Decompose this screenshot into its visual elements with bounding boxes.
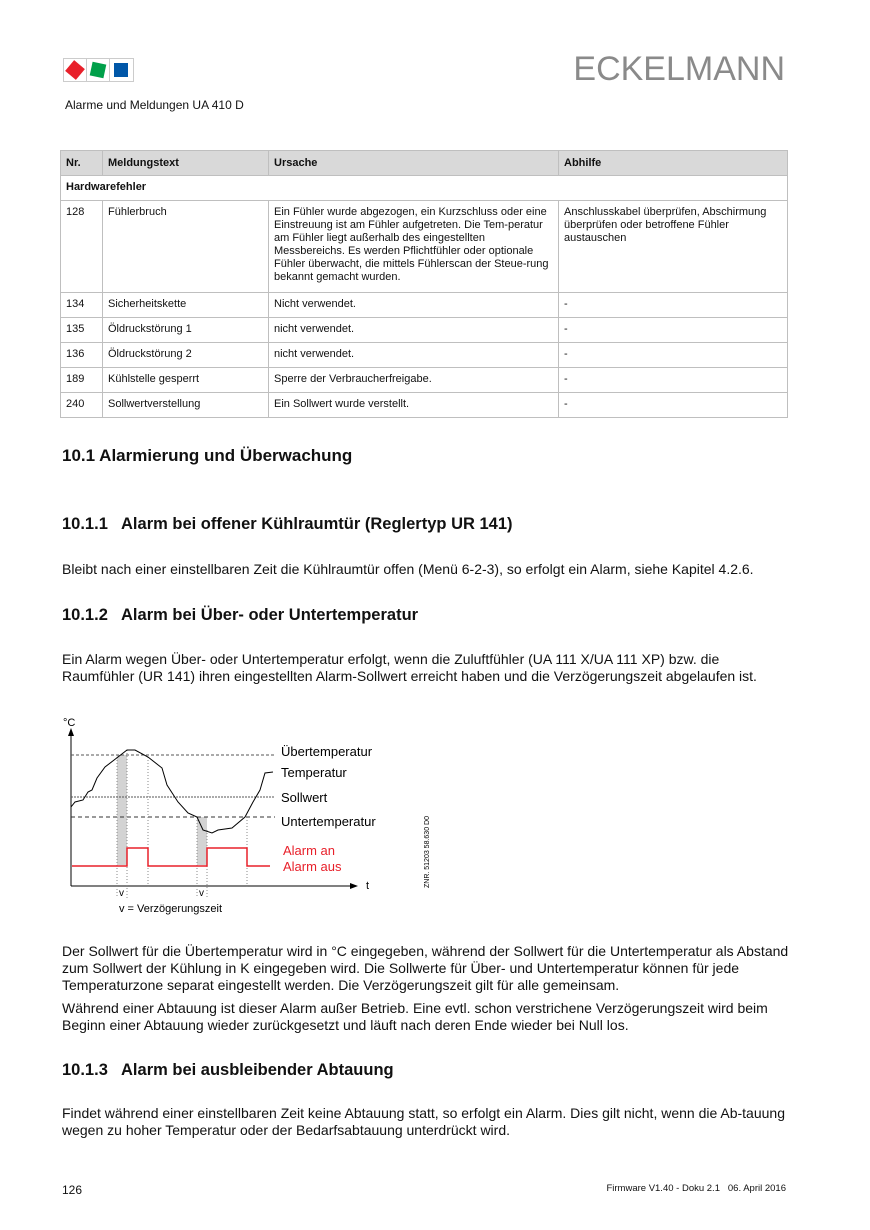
cell: -	[559, 293, 788, 318]
label-setpoint: Sollwert	[281, 790, 328, 805]
document-title: Alarme und Meldungen UA 410 D	[65, 98, 244, 112]
cell: nicht verwendet.	[269, 343, 559, 368]
cell: Ein Sollwert wurde verstellt.	[269, 393, 559, 418]
section-heading: 10.1.2 Alarm bei Über- oder Untertemperatur	[62, 606, 419, 624]
cell: 189	[61, 368, 103, 393]
cell: Anschlusskabel überprüfen, Abschirmung überprüfen oder betroffene Fühler austauschen	[559, 201, 788, 293]
col-text: Meldungstext	[103, 151, 269, 176]
cell: 240	[61, 393, 103, 418]
cell: Sicherheitskette	[103, 293, 269, 318]
cell: Öldruckstörung 1	[103, 318, 269, 343]
delay-legend: v = Verzögerungszeit	[119, 903, 223, 915]
section-heading: 10.1.1 Alarm bei offener Kühlraumtür (Reglertyp UR 141)	[62, 515, 513, 533]
cell: Sperre der Verbraucherfreigabe.	[269, 368, 559, 393]
drawing-ref: ZNR. 51203 58.630 D0	[424, 816, 431, 888]
label-over: Übertemperatur	[281, 744, 373, 759]
label-alarm-on: Alarm an	[283, 843, 336, 858]
footer-info: Firmware V1.40 - Doku 2.1 06. April 2016	[606, 1183, 786, 1194]
cell: nicht verwendet.	[269, 318, 559, 343]
cell: 136	[61, 343, 103, 368]
col-fix: Abhilfe	[559, 151, 788, 176]
cell: Kühlstelle gesperrt	[103, 368, 269, 393]
label-under: Untertemperatur	[281, 814, 376, 829]
cell: Fühlerbruch	[103, 201, 269, 293]
cell: Öldruckstörung 2	[103, 343, 269, 368]
cell: -	[559, 368, 788, 393]
page-number: 126	[62, 1183, 83, 1197]
delay-mark: v	[199, 888, 204, 899]
cell: 134	[61, 293, 103, 318]
y-axis-label: °C	[63, 717, 76, 729]
section-heading: 10.1 Alarmierung und Überwachung	[62, 446, 353, 465]
cell: -	[559, 318, 788, 343]
paragraph: Während einer Abtauung ist dieser Alarm außer Betrieb. Eine evtl. schon verstrichene Verzögerungszeit wird beim Beginn einer Abtauung wieder zurückgesetzt und läuft nach deren Ende wieder bei Null los.	[62, 1000, 768, 1033]
delay-mark: v	[119, 888, 124, 899]
paragraph: Findet während einer einstellbaren Zeit keine Abtauung statt, so erfolgt ein Alarm. Dies gilt nicht, wenn die Ab-tauung wegen zu hoher Temperatur oder der Bedarfsabtauung unterdrückt wird.	[62, 1105, 785, 1138]
cell: -	[559, 393, 788, 418]
x-axis-label: t	[366, 880, 370, 892]
section-heading: 10.1.3 Alarm bei ausbleibender Abtauung	[62, 1061, 394, 1079]
cell: Nicht verwendet.	[269, 293, 559, 318]
brand-name: ECKELMANN	[573, 50, 785, 88]
label-alarm-off: Alarm aus	[283, 859, 342, 874]
col-cause: Ursache	[269, 151, 559, 176]
cell: 128	[61, 201, 103, 293]
paragraph: Der Sollwert für die Übertemperatur wird in °C eingegeben, während der Sollwert für die Untertemperatur als Abstand zum Sollwert der Kühlung in K eingegeben wird. Die Sollwerte für Über- und Untertemperatur können für jede Temperaturzone separat eingestellt werden. Die Verzögerungszeit gilt für alle gemeinsam.	[62, 943, 789, 993]
col-nr: Nr.	[61, 151, 103, 176]
cell: Ein Fühler wurde abgezogen, ein Kurzschluss oder eine Einstreuung ist am Fühler aufgetreten. Die Tem-peratur am Fühler liegt außerhalb des eingestellten Messbereichs. Es werden Pflichtfühler oder optionale Fühler überwacht, die mittels Fühlerscan der Steue-rung bekannt gemacht wurden.	[269, 201, 559, 293]
label-temp: Temperatur	[281, 765, 347, 780]
paragraph: Bleibt nach einer einstellbaren Zeit die Kühlraumtür offen (Menü 6-2-3), so erfolgt ein Alarm, siehe Kapitel 4.2.6.	[62, 561, 754, 577]
group-row: Hardwarefehler	[61, 176, 788, 201]
cell: 135	[61, 318, 103, 343]
cell: Sollwertverstellung	[103, 393, 269, 418]
paragraph: Ein Alarm wegen Über- oder Untertemperatur erfolgt, wenn die Zuluftfühler (UA 111 X/UA 111 XP) bzw. die Raumfühler (UR 141) ihren eingestellten Alarm-Sollwert erreicht haben und die Verzögerungszeit abgelaufen ist.	[62, 651, 757, 684]
cell: -	[559, 343, 788, 368]
